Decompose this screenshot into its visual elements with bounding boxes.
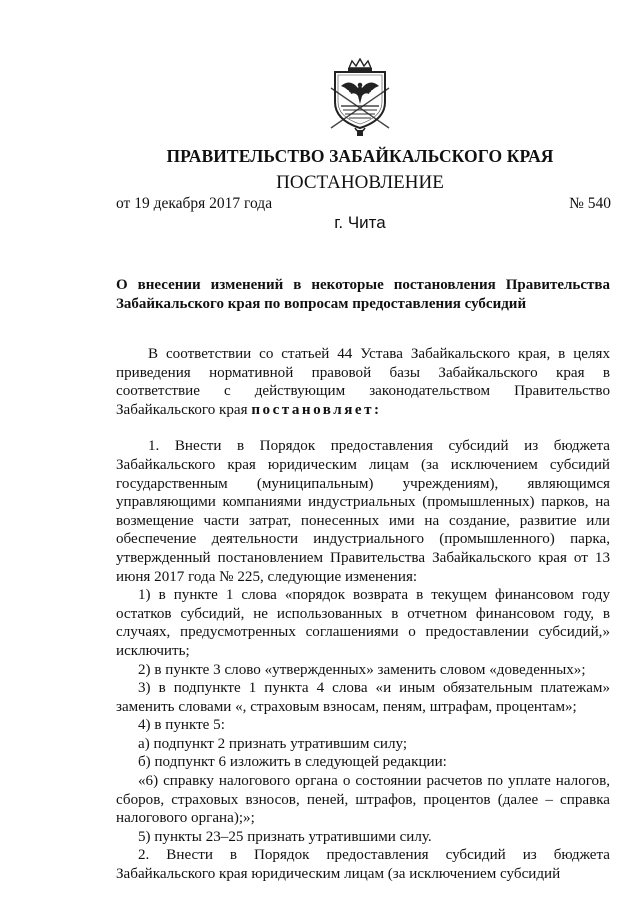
item-2-paragraph: 2. Внести в Порядок предоставления субсидий из бюджета Забайкальского края юридическим лицам (за исключением субсидий [116,847,610,883]
subitem-4b-text-paragraph: «6) справку налогового органа о состоянии расчетов по уплате налогов, сборов, страховых взносов, пеней, штрафов, процентов (далее – справка налогового органа);»; [116,773,610,827]
resolves-word: постановляет: [251,401,382,418]
coat-of-arms-icon [325,58,395,138]
document-number: № 540 [569,195,611,212]
subitem-2-paragraph: 2) в пункте 3 слово «утвержденных» заменить словом «доведенных»; [138,661,586,678]
subitem-1-paragraph: 1) в пункте 1 слова «порядок возврата в текущем финансовом году остатков субсидий, не использованных в отчетном финансовом году, в случаях, предусмотренных соглашениями о предоставлении субсидий,» исключить; [116,587,610,659]
subitem-3-paragraph: 3) в подпункте 1 пункта 4 слова «и иным обязательным платежам» заменить словами «, страховым взносам, пеням, штрафам, процентам»; [116,680,610,715]
preamble-text: В соответствии со статьей 44 Устава Забайкальского края, в целях приведения нормативной правовой базы Забайкальского края в соответствие с действующим законодательством Правительство Забайкальского края [116,346,610,418]
document-date: от 19 декабря 2017 года [116,195,273,212]
item-1-paragraph: 1. Внести в Порядок предоставления субсидий из бюджета Забайкальского края юридическим лицам (за исключением субсидий государственным (муниципальным) учреждениям), являющимся управляющими компаниями индустриальных (промышленных) парков, на возмещение части затрат, понесенных ими на создание, развитие или обеспечение деятельности индустриального (промышленного) парка, утвержденный постановлением Правительства Забайкальского края от 13 июня 2017 года № 225, следующие изменения: [116,438,610,585]
preamble-paragraph [116,345,610,419]
document-city: г. Чита [334,213,386,232]
document-type: ПОСТАНОВЛЕНИЕ [276,172,444,193]
government-title: ПРАВИТЕЛЬСТВО ЗАБАЙКАЛЬСКОГО КРАЯ [166,146,554,166]
document-body [116,345,610,884]
subitem-4-paragraph: 4) в пункте 5: [138,717,225,734]
document-subject: О внесении изменений в некоторые постановления Правительства Забайкальского края по вопросам предоставления субсидий [116,277,610,312]
subitem-4a-paragraph: а) подпункт 2 признать утратившим силу; [138,735,408,752]
subitem-5-paragraph: 5) пункты 23–25 признать утратившими силу. [138,828,432,845]
subitem-4b-paragraph: б) подпункт 6 изложить в следующей редакции: [138,754,447,771]
